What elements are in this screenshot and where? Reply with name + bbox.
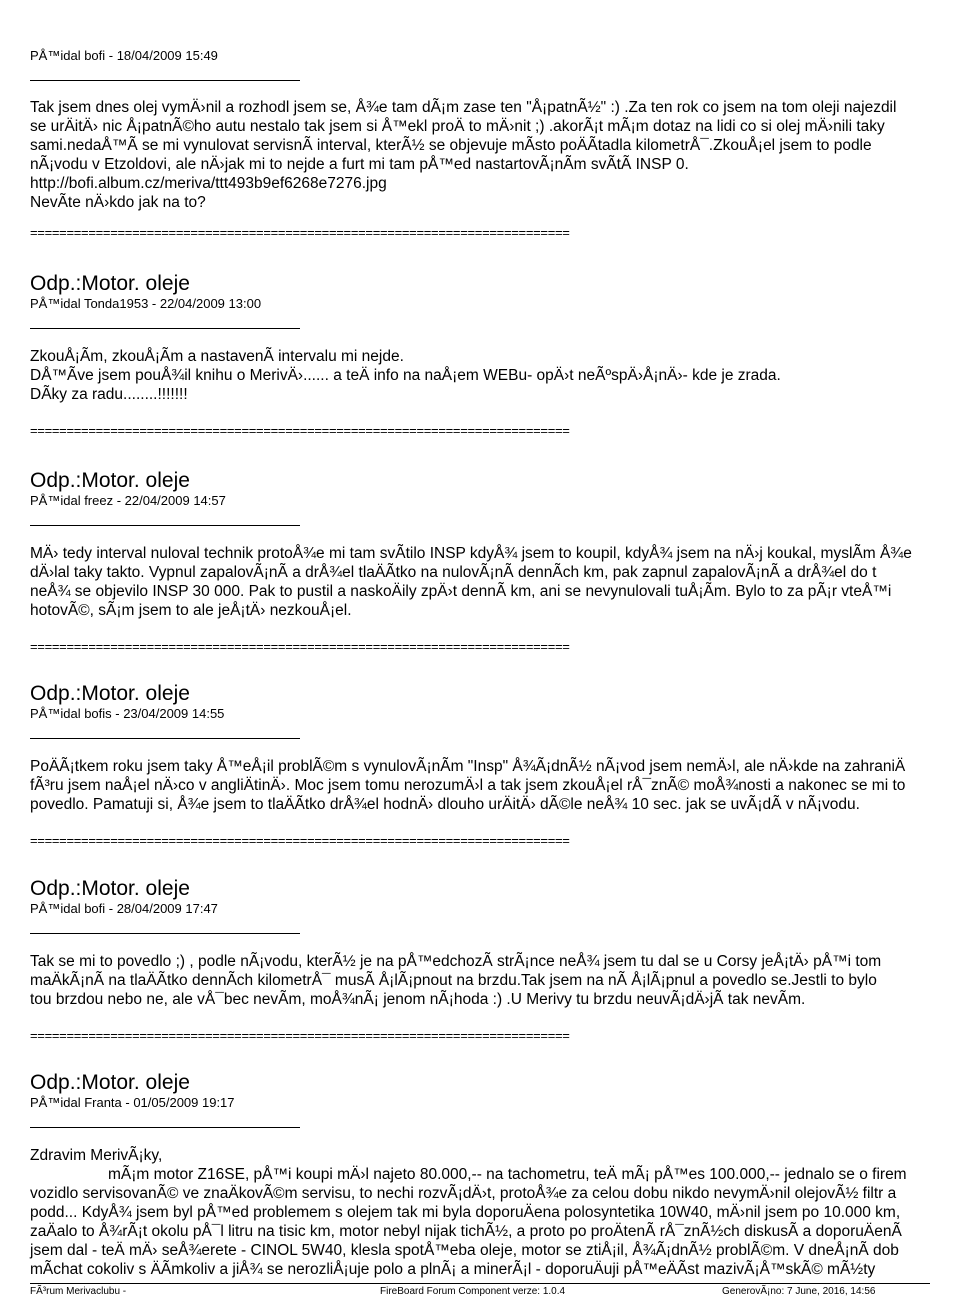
- post-line: MÄ› tedy interval nuloval technik protoÅ¾e mi tam svÃtilo INSP kdyÅ¾ jsem to koupil, kdyÅ¾ jsem na nÄ›j koukal, myslÃm Å¾e: [30, 545, 912, 562]
- footer-component-version: FireBoard Forum Component verze: 1.0.4: [380, 1286, 566, 1297]
- post-body: [30, 544, 960, 620]
- footer-site-name: FÃ³rum Merivaclubu -: [30, 1286, 127, 1297]
- post-separator: ==========================================================================: [30, 225, 570, 240]
- post-line: se urÄitÄ› nic Å¡patnÃ©ho autu nestalo tak jsem si Å™ekl proÄ to mÄ›nit ;) .akorÃ¡t mÃ¡m dotaz na lidi co si olej mÄ›nili taky: [30, 118, 885, 135]
- post-line: fÃ³ru jsem naÅ¡el nÄ›co v angliÄtinÄ›. Moc jsem tomu nerozumÄ›l a tak jsem zkouÅ¡el rÅ¯znÃ© moÅ¾nosti a nakonec se mi to: [30, 777, 906, 794]
- post-line: mÃ¡m motor Z16SE, pÅ™i koupi mÄ›l najeto 80.000,-- na tachometru, teÄ mÃ¡ pÅ™es 100.000,-- jednalo se o firem: [108, 1166, 907, 1183]
- meta-divider: [30, 328, 300, 329]
- post-line: zaÄalo to Å¾rÃ¡t okolu pÅ¯l litru na tisic km, motor nebyl nijak tichÃ½, a proto po proÄtenÃ rÅ¯znÃ½ch diskusÃ a doporuÄenÃ: [30, 1223, 902, 1240]
- post-line: tou brzdou nebo ne, ale vÅ¯bec nevÃm, moÅ¾nÃ¡ jenom nÃ¡hoda :) .U Merivy tu brzdu neuvÃ¡dÄ›jÃ tak nevÃm.: [30, 991, 806, 1008]
- post-title: Odp.:Motor. oleje: [30, 682, 190, 705]
- meta-divider: [30, 80, 300, 81]
- footer-generated-date: GenerovÃ¡no: 7 June, 2016, 14:56: [722, 1286, 876, 1297]
- post-meta: PÅ™idal freez - 22/04/2009 14:57: [30, 493, 226, 508]
- forum-post: [30, 272, 960, 438]
- post-line: jsem dal - teÄ mÄ› seÅ¾erete - CINOL 5W40, klesla spotÅ™eba oleje, motor se ztiÅ¡il, Å¾Ã¡dnÃ½ problÃ©m. V dneÅ¡nÃ dob: [30, 1242, 899, 1259]
- post-separator: ==========================================================================: [30, 639, 570, 654]
- post-title: Odp.:Motor. oleje: [30, 877, 190, 900]
- post-line: DÃky za radu........!!!!!!!: [30, 386, 188, 403]
- meta-divider: [30, 525, 300, 526]
- post-separator: ==========================================================================: [30, 833, 570, 848]
- meta-divider: [30, 1127, 300, 1128]
- forum-post: [30, 469, 960, 654]
- post-meta: PÅ™idal Franta - 01/05/2009 19:17: [30, 1095, 235, 1110]
- post-line: ZkouÅ¡Ãm, zkouÅ¡Ãm a nastavenÃ intervalu mi nejde.: [30, 348, 404, 365]
- post-body: [30, 952, 960, 1009]
- post-meta: PÅ™idal bofis - 23/04/2009 14:55: [30, 706, 225, 721]
- post-title: Odp.:Motor. oleje: [30, 469, 190, 492]
- post-line: neÅ¾ se objevilo INSP 30 000. Pak to pustil a naskoÄily zpÄ›t dennÃ km, ani se nevynulovali tuÅ¡Ãm. Bylo to za pÃ¡r vteÅ™i: [30, 583, 892, 600]
- post-separator: ==========================================================================: [30, 1028, 570, 1043]
- meta-divider: [30, 933, 300, 934]
- post-body: [30, 757, 960, 814]
- post-line: hotovÃ©, sÃ¡m jsem to ale jeÅ¡tÄ› nezkouÅ¡el.: [30, 602, 352, 619]
- post-line: dÄ›lal taky takto. Vypnul zapalovÃ¡nÃ a drÅ¾el tlaÄÃtko na nulovÃ¡nÃ dennÃch km, pak zapnul zapalovÃ¡nÃ a drÅ¾el do t: [30, 564, 877, 581]
- post-line: nÃ¡vodu v Etzoldovi, ale nÄ›jak mi to nejde a furt mi tam pÅ™ed nastartovÃ¡nÃm svÃtÃ INSP 0.: [30, 156, 689, 173]
- post-line: Tak se mi to povedlo ;) , podle nÃ¡vodu, kterÃ½ je na pÅ™edchozÃ strÃ¡nce neÅ¾ jsem tu dal se u Corsy jeÅ¡tÄ› pÅ™i tom: [30, 953, 882, 970]
- forum-post: [30, 682, 960, 848]
- post-meta: PÅ™idal bofi - 28/04/2009 17:47: [30, 901, 218, 916]
- post-link[interactable]: http://bofi.album.cz/meriva/ttt493b9ef6268e7276.jpg: [30, 175, 387, 192]
- post-line: povedlo. Pamatuji si, Å¾e jsem to tlaÄÃtko drÅ¾el hodnÄ› dlouho urÄitÄ› dÃ©le neÅ¾ 10 sec. jak se uvÃ¡dÃ v nÃ¡vodu.: [30, 796, 860, 813]
- post-line: sami.nedaÅ™Ã se mi vynulovat servisnÃ interval, kterÃ½ se objevuje mÃsto poÄÃtadla kilometrÅ¯.ZkouÅ¡el jsem to podle: [30, 137, 872, 154]
- post-title: Odp.:Motor. oleje: [30, 1071, 190, 1094]
- post-line: mÃchat cokoliv s ÄÃmkoliv a jiÅ¾ se nerozliÅ¡uje polo a plnÃ¡ a minerÃ¡l - doporuÄuji pÅ™eÄÃst mazivÃ¡Å™skÃ© mÃ½ty: [30, 1261, 876, 1278]
- forum-post: [30, 48, 960, 240]
- post-separator: ==========================================================================: [30, 423, 570, 438]
- post-line: NevÃte nÄ›kdo jak na to?: [30, 194, 206, 211]
- page-footer: [30, 1283, 930, 1298]
- post-body: [30, 347, 960, 404]
- post-meta: PÅ™idal Tonda1953 - 22/04/2009 13:00: [30, 296, 262, 311]
- post-line: PoÄÃ¡tkem roku jsem taky Å™eÅ¡il problÃ©m s vynulovÃ¡nÃm "Insp" Å¾Ã¡dnÃ½ nÃ¡vod jsem nemÄ›l, ale nÄ›kde na zahraniÄ: [30, 758, 906, 775]
- post-line: maÄkÃ¡nÃ na tlaÄÃtko dennÃch kilometrÅ¯ musÃ Å¡lÃ¡pnout na brzdu.Tak jsem na nÃ Å¡lÃ¡pnul a povedlo se.Jestli to bylo: [30, 972, 877, 989]
- post-meta: PÅ™idal bofi - 18/04/2009 15:49: [30, 48, 218, 63]
- post-title: Odp.:Motor. oleje: [30, 272, 190, 295]
- post-line: podd... KdyÅ¾ jsem byl pÅ™ed problemem s olejem tak mi byla doporuÄena polosyntetika 10W40, mÄ›nil jsem po 10.000 km,: [30, 1204, 901, 1221]
- post-line: DÅ™Ãve jsem pouÅ¾il knihu o MerivÄ›...... a teÄ info na naÅ¡em WEBu- opÄ›t neÃºspÄ›Å¡nÄ›- kde je zrada.: [30, 367, 781, 384]
- forum-post: [30, 877, 960, 1043]
- post-line: Zdravim MerivÃ¡ky,: [30, 1147, 163, 1164]
- meta-divider: [30, 738, 300, 739]
- post-line: vozidlo servisovanÃ© ve znaÄkovÃ©m servisu, to nechi rozvÃ¡dÄ›t, protoÅ¾e za celou dobu nikdo nevymÄ›nil olejovÃ½ filtr a: [30, 1185, 897, 1202]
- forum-post: [30, 1071, 960, 1279]
- post-body: [30, 1146, 960, 1279]
- post-body: [30, 98, 960, 212]
- post-line: Tak jsem dnes olej vymÄ›nil a rozhodl jsem se, Å¾e tam dÃ¡m zase ten "Å¡patnÃ½" :) .Za ten rok co jsem na tom oleji najezdil: [30, 99, 897, 116]
